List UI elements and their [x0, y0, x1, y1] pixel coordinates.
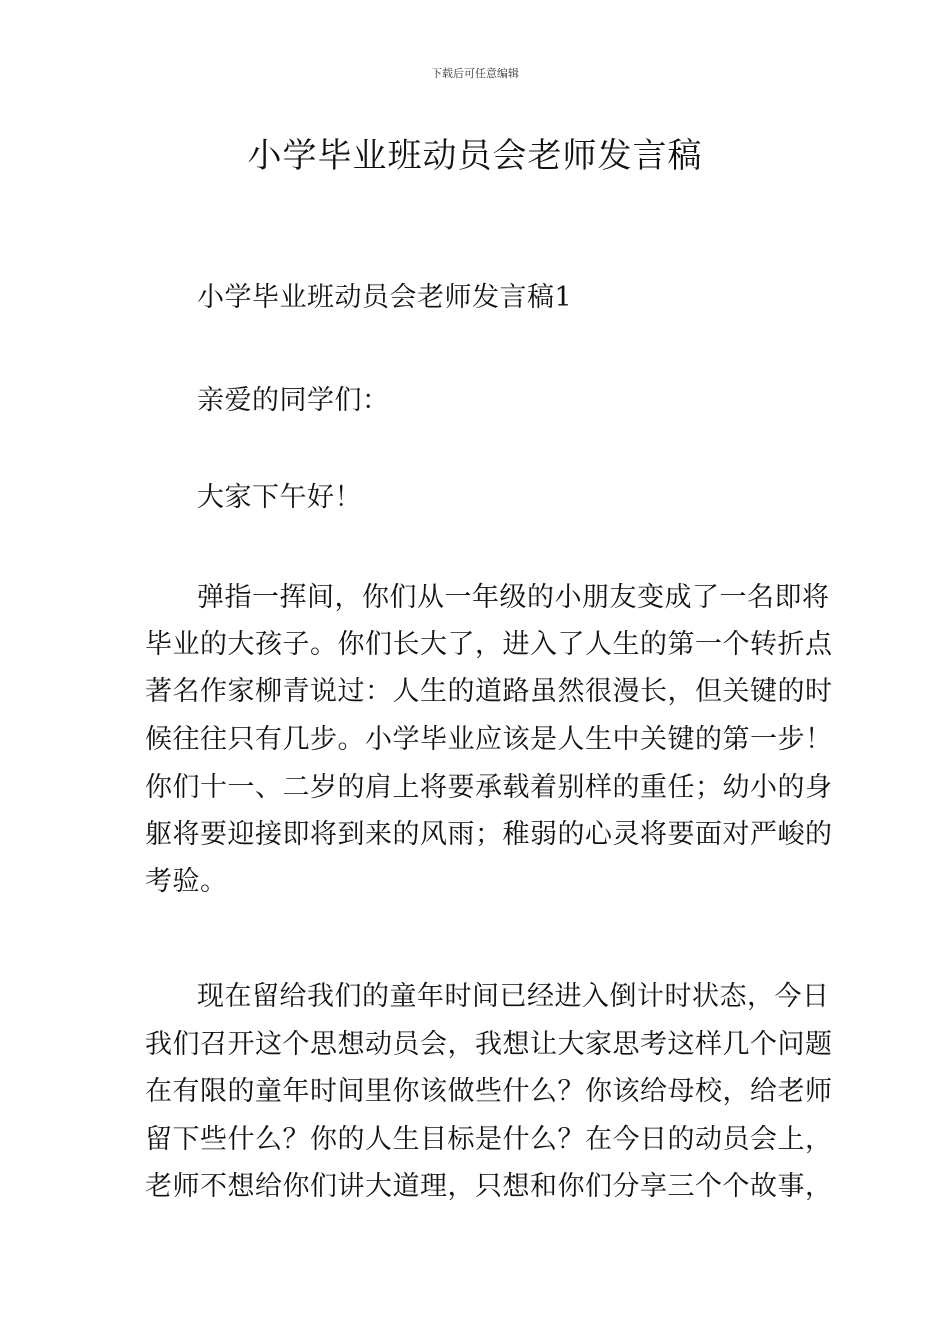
paragraph-line: 老师不想给你们讲大道理，只想和你们分享三个个故事， — [145, 1171, 833, 1202]
paragraph-line: 著名作家柳青说过：人生的道路虽然很漫长，但关键的时 — [145, 676, 833, 707]
section-heading: 小学毕业班动员会老师发言稿1 — [197, 282, 573, 313]
header-note: 下载后可任意编辑 — [431, 67, 519, 80]
paragraph-line: 躯将要迎接即将到来的风雨；稚弱的心灵将要面对严峻的 — [145, 819, 833, 850]
salutation: 大家下午好！ — [197, 482, 362, 513]
paragraph-line: 考验。 — [145, 866, 228, 897]
paragraph-line: 现在留给我们的童年时间已经进入倒计时状态，今日 — [197, 981, 830, 1012]
paragraph-line: 你们十一、二岁的肩上将要承载着别样的重任；幼小的身 — [145, 772, 833, 803]
greeting: 亲爱的同学们： — [197, 385, 390, 416]
paragraph-line: 留下些什么？你的人生目标是什么？在今日的动员会上， — [145, 1124, 833, 1155]
document-title: 小学毕业班动员会老师发言稿 — [247, 136, 703, 176]
paragraph-line: 候往往只有几步。小学毕业应该是人生中关键的第一步！ — [145, 724, 833, 755]
paragraph-line: 弹指一挥间，你们从一年级的小朋友变成了一名即将 — [197, 582, 830, 613]
paragraph-line: 在有限的童年时间里你该做些什么？你该给母校，给老师 — [145, 1076, 833, 1107]
paragraph-line: 毕业的大孩子。你们长大了，进入了人生的第一个转折点 — [145, 629, 833, 660]
paragraph-line: 我们召开这个思想动员会，我想让大家思考这样几个问题 — [145, 1029, 833, 1060]
